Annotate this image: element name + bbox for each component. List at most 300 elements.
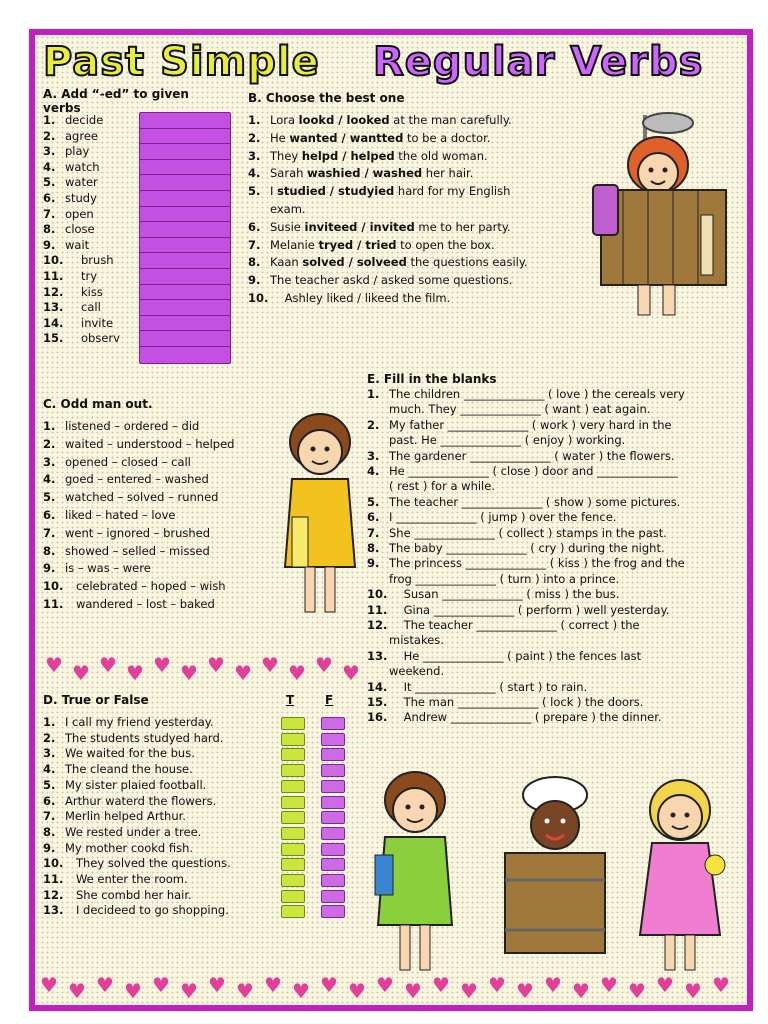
sentence-start: Susie [270, 219, 305, 234]
item-number: 6. [248, 219, 261, 234]
fill-line [367, 680, 587, 696]
word-group: showed – selled – missed [65, 543, 210, 558]
item-number: 12. [367, 618, 388, 632]
answer-box[interactable] [139, 346, 231, 364]
verb-word: invite [81, 315, 114, 330]
heart-icon: ♥ [180, 979, 198, 1003]
fill-sentence[interactable]: It ______________ ( start ) to rain. [389, 679, 588, 694]
verb-word: decide [65, 113, 104, 127]
fill-sentence[interactable]: The baby ______________ ( cry ) during the night. [389, 541, 665, 555]
item-number: 2. [367, 417, 380, 432]
choice-item [248, 149, 488, 165]
title-past-simple: Past Simple [43, 39, 320, 85]
choice-item [248, 166, 473, 182]
fill-line [367, 464, 678, 480]
item-number: 7. [43, 809, 56, 824]
sentence-start: He [270, 130, 290, 145]
heart-icon: ♥ [208, 973, 226, 997]
statement: The students studyed hard. [65, 730, 224, 745]
item-number: 7. [43, 206, 56, 221]
item-number: 10. [367, 587, 388, 602]
heart-icon: ♥ [40, 973, 58, 997]
heart-icon: ♥ [45, 653, 63, 677]
statement: I decideed to go shopping. [65, 903, 229, 918]
choice-options[interactable]: tryed / tried [318, 237, 397, 252]
choice-item [248, 184, 510, 200]
fill-line [367, 402, 650, 418]
word-group: went – ignored – brushed [65, 525, 211, 540]
fill-sentence[interactable]: She ______________ ( collect ) stamps in the past. [389, 525, 667, 540]
item-number: 14. [367, 679, 388, 694]
section-e-heading: E. Fill in the blanks [367, 372, 497, 386]
fill-sentence[interactable]: Susan ______________ ( miss ) the bus. [389, 587, 620, 602]
true-false-item [43, 762, 193, 778]
verb-item [43, 191, 97, 207]
boy-green-robe [375, 772, 452, 970]
item-number: 4. [43, 472, 56, 487]
item-number: 11. [43, 597, 64, 611]
sentence-end: me to her party. [414, 219, 511, 234]
fill-sentence[interactable]: weekend. [389, 664, 445, 679]
worksheet-page [29, 29, 753, 1011]
item-number: 9. [43, 237, 56, 252]
heart-icon: ♥ [488, 973, 506, 997]
fill-line [367, 479, 495, 495]
verb-item [43, 238, 89, 254]
sentence-start: Melanie [270, 237, 319, 252]
item-number: 2. [248, 130, 261, 145]
statement: We waited for the bus. [65, 746, 195, 761]
true-false-item [43, 888, 192, 904]
item-number: 7. [367, 525, 380, 540]
item-number: 8. [43, 824, 56, 839]
heart-icon: ♥ [72, 661, 90, 685]
item-number: 2. [43, 436, 56, 451]
true-box[interactable] [281, 811, 305, 824]
heart-icon: ♥ [264, 973, 282, 997]
heart-icon: ♥ [96, 973, 114, 997]
hearts-divider [45, 653, 375, 683]
item-number: 10. [43, 253, 64, 268]
item-number: 8. [43, 543, 56, 558]
word-group: opened – closed – call [65, 454, 191, 469]
fill-sentence[interactable]: Andrew ______________ ( prepare ) the dinner. [389, 710, 662, 725]
true-box[interactable] [281, 827, 305, 840]
item-number: 5. [367, 494, 380, 509]
sentence-start: exam. [270, 202, 306, 216]
false-column-header: F [325, 693, 334, 707]
true-false-item [43, 872, 188, 888]
fill-sentence[interactable]: Gina ______________ ( perform ) well yesterday. [389, 602, 670, 617]
section-d-heading: D. True or False [43, 693, 149, 707]
true-box[interactable] [281, 874, 305, 887]
true-box[interactable] [281, 905, 305, 918]
fill-sentence[interactable]: The teacher ______________ ( correct ) the [389, 618, 640, 632]
heart-icon: ♥ [516, 979, 534, 1003]
true-box[interactable] [281, 748, 305, 761]
fill-sentence[interactable]: past. He ______________ ( enjoy ) working. [389, 433, 626, 448]
false-box[interactable] [321, 827, 345, 840]
verb-word: observ [81, 331, 120, 346]
sentence-end: to open the box. [396, 237, 495, 252]
boy-towel-illustration [270, 407, 370, 627]
verb-word: study [65, 191, 97, 205]
odd-item [43, 508, 175, 524]
false-box[interactable] [321, 733, 345, 746]
choice-options[interactable]: studied / studyied [277, 184, 395, 199]
item-number: 6. [367, 510, 380, 525]
heart-icon: ♥ [99, 653, 117, 677]
statement: Merlin helped Arthur. [65, 809, 186, 824]
choice-item [248, 202, 306, 218]
true-false-item [43, 794, 216, 810]
true-false-item [43, 841, 193, 857]
item-number: 1. [367, 387, 380, 401]
odd-item [43, 579, 226, 595]
choice-item [248, 291, 450, 307]
sentence-end: the old woman. [394, 148, 488, 163]
true-false-item [43, 856, 231, 872]
item-number: 7. [248, 237, 261, 252]
choice-options[interactable]: solved / solveed [302, 255, 407, 270]
sentence-start: I [270, 184, 278, 199]
section-d [43, 693, 373, 933]
heart-icon: ♥ [288, 661, 306, 685]
verb-word: play [65, 144, 90, 159]
item-number: 5. [43, 490, 56, 505]
fill-sentence[interactable]: He ______________ ( close ) door and ______________ [389, 464, 678, 478]
heart-icon: ♥ [234, 661, 252, 685]
section-c-heading: C. Odd man out. [43, 397, 153, 411]
choice-item [248, 255, 528, 271]
choice-item [248, 238, 495, 254]
true-false-item [43, 809, 186, 825]
fill-line [367, 695, 643, 711]
true-box[interactable] [281, 843, 305, 856]
item-number: 3. [43, 144, 56, 159]
item-number: 8. [43, 222, 56, 237]
heart-icon: ♥ [432, 973, 450, 997]
true-false-item [43, 746, 195, 762]
sentence-end: hard for my English [394, 184, 511, 199]
fill-line [367, 710, 662, 726]
item-number: 3. [43, 746, 56, 761]
heart-icon: ♥ [712, 973, 730, 997]
verb-item [43, 269, 97, 285]
sentence-start: The teacher askd / asked some questions. [270, 273, 513, 288]
false-box[interactable] [321, 905, 345, 918]
heart-icon: ♥ [376, 973, 394, 997]
fill-line [367, 664, 444, 680]
odd-item [43, 490, 218, 506]
choice-options[interactable]: inviteed / invited [304, 219, 415, 234]
fill-line [367, 618, 640, 634]
choice-item [248, 113, 512, 129]
item-number: 15. [43, 331, 64, 346]
heart-icon: ♥ [126, 661, 144, 685]
verb-word: open [65, 206, 94, 221]
section-a-heading: A. Add “-ed” to given verbs [43, 87, 189, 115]
fill-line [367, 387, 685, 403]
item-number: 15. [367, 695, 388, 709]
false-box[interactable] [321, 764, 345, 777]
item-number: 1. [43, 419, 56, 433]
verb-word: close [65, 222, 95, 237]
fill-line [367, 603, 669, 619]
item-number: 7. [43, 525, 56, 540]
verb-item [43, 285, 103, 301]
fill-line [367, 587, 619, 603]
section-b-heading: B. Choose the best one [248, 91, 405, 105]
verb-item [43, 175, 98, 191]
item-number: 13. [43, 903, 64, 918]
item-number: 5. [43, 777, 56, 792]
heart-icon: ♥ [153, 653, 171, 677]
fill-line [367, 649, 641, 665]
verb-word: watch [65, 159, 100, 174]
fill-line [367, 526, 667, 542]
fill-line [367, 541, 665, 557]
true-false-item [43, 903, 229, 919]
heart-icon: ♥ [348, 979, 366, 1003]
heart-icon: ♥ [236, 979, 254, 1003]
sentence-end: to be a doctor. [403, 130, 491, 145]
item-number: 11. [43, 872, 64, 886]
item-number: 9. [43, 840, 56, 855]
item-number: 16. [367, 710, 388, 725]
fill-sentence[interactable]: The teacher ______________ ( show ) some pictures. [389, 494, 681, 509]
heart-icon: ♥ [152, 973, 170, 997]
section-a [43, 87, 243, 377]
item-number: 13. [43, 300, 64, 315]
false-box[interactable] [321, 748, 345, 761]
choice-options[interactable]: helpd / helped [301, 148, 395, 163]
item-number: 4. [43, 762, 56, 777]
sentence-start: Kaan [270, 255, 303, 270]
false-box[interactable] [321, 780, 345, 793]
fill-line [367, 449, 675, 465]
item-number: 9. [248, 273, 261, 288]
fill-line [367, 418, 672, 434]
item-number: 12. [43, 284, 64, 299]
verb-item [43, 300, 101, 316]
item-number: 3. [367, 448, 380, 463]
item-number: 11. [43, 269, 64, 283]
item-number: 11. [367, 602, 388, 617]
odd-item [43, 597, 215, 613]
fill-sentence[interactable]: I ______________ ( jump ) over the fence. [389, 510, 617, 525]
word-group: celebrated – hoped – wish [65, 579, 226, 594]
statement: The cleand the house. [65, 762, 193, 777]
statement: I call my friend yesterday. [65, 715, 214, 729]
odd-item [43, 419, 199, 435]
odd-item [43, 455, 191, 471]
odd-item [43, 561, 151, 577]
word-group: goed – entered – washed [65, 472, 209, 487]
false-box[interactable] [321, 717, 345, 730]
true-box[interactable] [281, 780, 305, 793]
heart-icon: ♥ [261, 653, 279, 677]
item-number: 1. [43, 715, 56, 729]
verb-item [43, 331, 120, 347]
true-box[interactable] [281, 890, 305, 903]
choice-item [248, 273, 513, 289]
word-group: wandered – lost – baked [65, 597, 215, 611]
true-box[interactable] [281, 717, 305, 730]
item-number: 10. [248, 291, 269, 305]
fill-line [367, 572, 619, 588]
verb-word: try [81, 269, 98, 283]
fill-sentence[interactable]: frog ______________ ( turn ) into a prince. [389, 571, 620, 586]
item-number: 3. [43, 454, 56, 469]
verb-item [43, 129, 98, 145]
true-box[interactable] [281, 764, 305, 777]
item-number: 6. [43, 191, 56, 205]
item-number: 6. [43, 793, 56, 808]
item-number: 2. [43, 128, 56, 143]
true-box[interactable] [281, 858, 305, 871]
verb-word: call [81, 300, 101, 315]
heart-icon: ♥ [460, 979, 478, 1003]
sentence-start: Sarah [270, 166, 308, 181]
item-number: 3. [248, 148, 261, 163]
statement: She combd her hair. [65, 887, 192, 902]
statement: We rested under a tree. [65, 824, 202, 839]
item-number: 4. [367, 464, 380, 478]
fill-sentence[interactable]: The gardener ______________ ( water ) the flowers. [389, 448, 675, 463]
heart-icon: ♥ [315, 653, 333, 677]
verb-word: wait [65, 237, 90, 252]
heart-icon: ♥ [124, 979, 142, 1003]
fill-sentence[interactable]: He ______________ ( paint ) the fences last [389, 648, 642, 663]
odd-item [43, 437, 234, 453]
item-number: 4. [248, 166, 261, 181]
sentence-end: at the man carefully. [389, 113, 512, 127]
statement: They solved the questions. [65, 856, 231, 871]
statement: We enter the room. [65, 872, 188, 886]
word-group: liked – hated – love [65, 508, 176, 522]
heart-icon: ♥ [207, 653, 225, 677]
heart-icon: ♥ [684, 979, 702, 1003]
odd-item [43, 526, 210, 542]
choice-item [248, 131, 490, 147]
item-number: 8. [248, 255, 261, 270]
heart-icon: ♥ [656, 973, 674, 997]
fill-line [367, 510, 616, 526]
heart-icon: ♥ [68, 979, 86, 1003]
word-group: is – was – were [65, 561, 151, 576]
verb-word: kiss [81, 284, 103, 299]
word-group: listened – ordered – did [65, 419, 200, 433]
verb-word: water [65, 175, 98, 190]
fill-sentence[interactable]: The man ______________ ( lock ) the doors. [389, 695, 644, 709]
fill-sentence[interactable]: The princess ______________ ( kiss ) the frog and the [389, 556, 685, 571]
true-box[interactable] [281, 733, 305, 746]
item-number: 9. [43, 561, 56, 576]
fill-sentence[interactable]: The children ______________ ( love ) the cereals very [389, 387, 685, 401]
choice-options[interactable]: wanted / wantted [289, 130, 404, 145]
item-number: 4. [43, 159, 56, 174]
verb-item [43, 113, 103, 129]
heart-icon: ♥ [180, 661, 198, 685]
fill-line [367, 556, 685, 572]
heart-icon: ♥ [320, 973, 338, 997]
true-box[interactable] [281, 796, 305, 809]
false-box[interactable] [321, 858, 345, 871]
heart-icon: ♥ [572, 979, 590, 1003]
item-number: 1. [248, 113, 261, 127]
sentence-end: the questions easily. [406, 255, 528, 270]
choice-options[interactable]: lookd / looked [298, 113, 390, 127]
fill-sentence[interactable]: ( rest ) for a while. [389, 479, 495, 494]
false-box[interactable] [321, 843, 345, 856]
odd-item [43, 544, 210, 560]
item-number: 14. [43, 315, 64, 330]
choice-item [248, 220, 511, 236]
verb-item [43, 160, 100, 176]
section-c [43, 397, 293, 627]
true-column-header: T [286, 693, 295, 707]
child-in-barrel [505, 777, 605, 953]
verb-item [43, 207, 94, 223]
true-false-item [43, 825, 201, 841]
word-group: watched – solved – runned [65, 490, 219, 505]
fill-line [367, 433, 625, 449]
heart-icon: ♥ [342, 661, 360, 685]
fill-sentence[interactable]: much. They ______________ ( want ) eat again. [389, 402, 651, 417]
sentence-start: They [270, 148, 302, 163]
item-number: 8. [367, 541, 380, 555]
false-box[interactable] [321, 874, 345, 887]
fill-sentence[interactable]: My father ______________ ( work ) very hard in the [389, 417, 672, 432]
choice-options[interactable]: washied / washed [307, 166, 423, 181]
heart-icon: ♥ [404, 979, 422, 1003]
true-false-item [43, 715, 214, 731]
verb-item [43, 316, 113, 332]
item-number: 5. [248, 184, 261, 199]
false-box[interactable] [321, 811, 345, 824]
fill-line [367, 495, 680, 511]
heart-icon: ♥ [544, 973, 562, 997]
word-group: waited – understood – helped [65, 436, 235, 451]
statement: Arthur waterd the flowers. [65, 793, 217, 808]
item-number: 12. [43, 887, 64, 902]
heart-icon: ♥ [628, 979, 646, 1003]
item-number: 10. [43, 579, 64, 594]
heart-icon: ♥ [292, 979, 310, 1003]
item-number: 10. [43, 856, 64, 871]
verb-item [43, 222, 95, 238]
verb-item [43, 253, 114, 269]
girl-pink-robe [640, 780, 725, 970]
item-number: 9. [367, 556, 380, 571]
verb-item [43, 144, 89, 160]
fill-sentence[interactable]: mistakes. [389, 633, 444, 648]
false-box[interactable] [321, 796, 345, 809]
item-number: 13. [367, 648, 388, 663]
hearts-bottom-border [40, 973, 740, 1001]
sentence-start: Ashley liked / likeed the film. [270, 291, 451, 305]
item-number: 2. [43, 730, 56, 745]
item-number: 6. [43, 508, 56, 522]
girl-shower-illustration [583, 105, 743, 325]
false-box[interactable] [321, 890, 345, 903]
section-b [248, 91, 578, 321]
item-number: 1. [43, 113, 56, 127]
sentence-start: Lora [270, 113, 299, 127]
sentence-end: her hair. [422, 166, 474, 181]
section-e [367, 372, 747, 725]
